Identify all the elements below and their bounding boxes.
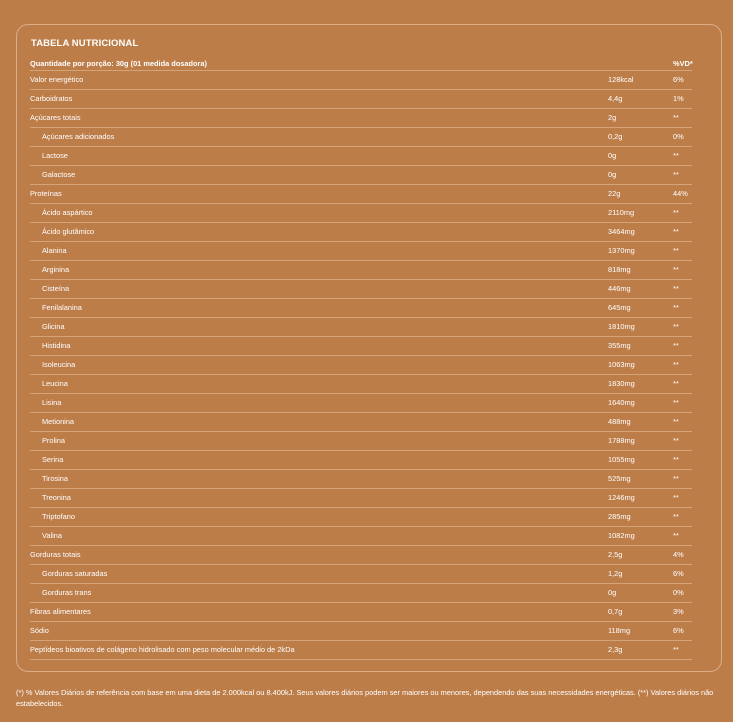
table-row: [30, 166, 692, 185]
nutrient-quantity: 1246mg: [608, 493, 635, 502]
table-row: [30, 375, 692, 394]
nutrient-vd: **: [673, 265, 679, 274]
nutrient-name: Histidina: [42, 341, 71, 350]
nutrient-quantity: 525mg: [608, 474, 631, 483]
nutrient-quantity: 1063mg: [608, 360, 635, 369]
nutrient-vd: 4%: [673, 550, 684, 559]
nutrient-name: Isoleucina: [42, 360, 76, 369]
nutrient-vd: 6%: [673, 626, 684, 635]
nutrient-vd: **: [673, 227, 679, 236]
table-row: [30, 280, 692, 299]
nutrient-quantity: 0,7g: [608, 607, 623, 616]
table-row: [30, 299, 692, 318]
table-row: [30, 71, 692, 90]
nutrient-quantity: 1810mg: [608, 322, 635, 331]
nutrient-name: Lisina: [42, 398, 62, 407]
table-row: [30, 109, 692, 128]
nutrient-name: Alanina: [42, 246, 67, 255]
nutrient-vd: **: [673, 341, 679, 350]
nutrient-quantity: 0g: [608, 170, 617, 179]
nutrient-name: Tirosina: [42, 474, 69, 483]
table-row: [30, 546, 692, 565]
nutrient-quantity: 1640mg: [608, 398, 635, 407]
nutrient-quantity: 1082mg: [608, 531, 635, 540]
nutrient-vd: **: [673, 360, 679, 369]
nutrient-vd: **: [673, 246, 679, 255]
nutrient-vd: 0%: [673, 588, 684, 597]
nutrient-name: Treonina: [42, 493, 71, 502]
nutrient-name: Proteínas: [30, 189, 62, 198]
nutrient-name: Valor energético: [30, 75, 84, 84]
table-row: [30, 584, 692, 603]
nutrient-vd: **: [673, 455, 679, 464]
nutrient-vd: **: [673, 531, 679, 540]
nutrient-name: Cisteína: [42, 284, 70, 293]
vd-header: %VD*: [673, 59, 693, 68]
nutrient-quantity: 355mg: [608, 341, 631, 350]
nutrient-vd: **: [673, 151, 679, 160]
nutrient-name: Açúcares adicionados: [42, 132, 115, 141]
nutrient-vd: 6%: [673, 569, 684, 578]
nutrient-name: Ácido aspártico: [42, 208, 93, 217]
nutrition-table: [30, 57, 692, 660]
nutrient-name: Carboidratos: [30, 94, 73, 103]
nutrient-vd: **: [673, 493, 679, 502]
nutrient-name: Peptídeos bioativos de colágeno hidrolisado com peso molecular médio de 2kDa: [30, 645, 295, 654]
nutrient-quantity: 4,4g: [608, 94, 623, 103]
table-row: [30, 204, 692, 223]
nutrient-quantity: 2,5g: [608, 550, 623, 559]
nutrient-name: Valina: [42, 531, 62, 540]
table-row: [30, 470, 692, 489]
table-row: [30, 185, 692, 204]
nutrient-name: Gorduras trans: [42, 588, 92, 597]
nutrient-quantity: 1055mg: [608, 455, 635, 464]
table-header-row: [30, 57, 692, 71]
nutrient-name: Ácido glutâmico: [42, 227, 95, 236]
nutrient-quantity: 0g: [608, 588, 617, 597]
table-title: TABELA NUTRICIONAL: [31, 38, 139, 49]
nutrient-quantity: 1370mg: [608, 246, 635, 255]
nutrient-name: Fibras alimentares: [30, 607, 91, 616]
nutrient-vd: **: [673, 284, 679, 293]
nutrient-vd: 44%: [673, 189, 688, 198]
table-row: [30, 622, 692, 641]
nutrient-quantity: 446mg: [608, 284, 631, 293]
nutrient-quantity: 128kcal: [608, 75, 634, 84]
nutrient-name: Lactose: [42, 151, 68, 160]
nutrient-quantity: 285mg: [608, 512, 631, 521]
nutrient-quantity: 118mg: [608, 626, 631, 635]
nutrient-name: Galactose: [42, 170, 76, 179]
nutrient-quantity: 1,2g: [608, 569, 623, 578]
nutrient-vd: **: [673, 303, 679, 312]
nutrient-quantity: 2,3g: [608, 645, 623, 654]
nutrient-vd: **: [673, 208, 679, 217]
nutrient-name: Gorduras saturadas: [42, 569, 108, 578]
portion-label: Quantidade por porção: 30g (01 medida dosadora): [30, 59, 207, 68]
nutrient-name: Prolina: [42, 436, 66, 445]
nutrient-quantity: 3464mg: [608, 227, 635, 236]
table-row: [30, 641, 692, 660]
nutrient-vd: **: [673, 170, 679, 179]
nutrient-vd: 6%: [673, 75, 684, 84]
table-row: [30, 413, 692, 432]
nutrient-quantity: 0,2g: [608, 132, 623, 141]
table-row: [30, 489, 692, 508]
nutrient-name: Triptofano: [42, 512, 76, 521]
nutrient-vd: **: [673, 436, 679, 445]
nutrient-vd: **: [673, 322, 679, 331]
table-row: [30, 603, 692, 622]
table-row: [30, 565, 692, 584]
nutrient-quantity: 2g: [608, 113, 617, 122]
nutrient-vd: **: [673, 417, 679, 426]
nutrient-vd: **: [673, 512, 679, 521]
nutrient-name: Fenilalanina: [42, 303, 82, 312]
nutrient-vd: **: [673, 113, 679, 122]
nutrient-quantity: 22g: [608, 189, 621, 198]
nutrient-vd: 3%: [673, 607, 684, 616]
nutrient-name: Metionina: [42, 417, 75, 426]
nutrient-quantity: 818mg: [608, 265, 631, 274]
table-row: [30, 128, 692, 147]
nutrient-name: Arginina: [42, 265, 70, 274]
table-row: [30, 394, 692, 413]
nutrient-name: Gorduras totais: [30, 550, 81, 559]
nutrient-vd: **: [673, 398, 679, 407]
table-row: [30, 337, 692, 356]
nutrient-name: Sódio: [30, 626, 49, 635]
footnote: (*) % Valores Diários de referência com base em uma dieta de 2.000kcal ou 8.400kJ. Seus valores diários podem ser maiores ou menores, dependendo das suas necessidades energéticas. (**) Valores diários não estabelecidos.: [16, 688, 714, 708]
table-row: [30, 527, 692, 546]
nutrient-quantity: 0g: [608, 151, 617, 160]
table-row: [30, 147, 692, 166]
table-row: [30, 90, 692, 109]
nutrient-quantity: 1788mg: [608, 436, 635, 445]
nutrient-quantity: 1830mg: [608, 379, 635, 388]
nutrient-quantity: 488mg: [608, 417, 631, 426]
table-row: [30, 318, 692, 337]
nutrient-name: Açúcares totais: [30, 113, 81, 122]
nutrient-vd: **: [673, 379, 679, 388]
nutrient-vd: 0%: [673, 132, 684, 141]
nutrient-name: Serina: [42, 455, 64, 464]
table-row: [30, 451, 692, 470]
nutrient-quantity: 2110mg: [608, 208, 635, 217]
table-row: [30, 432, 692, 451]
nutrient-vd: **: [673, 645, 679, 654]
table-row: [30, 356, 692, 375]
nutrient-vd: **: [673, 474, 679, 483]
nutrient-name: Glicina: [42, 322, 65, 331]
table-row: [30, 261, 692, 280]
table-row: [30, 242, 692, 261]
nutrient-name: Leucina: [42, 379, 68, 388]
nutrient-quantity: 645mg: [608, 303, 631, 312]
table-row: [30, 223, 692, 242]
nutrient-vd: 1%: [673, 94, 684, 103]
table-row: [30, 508, 692, 527]
